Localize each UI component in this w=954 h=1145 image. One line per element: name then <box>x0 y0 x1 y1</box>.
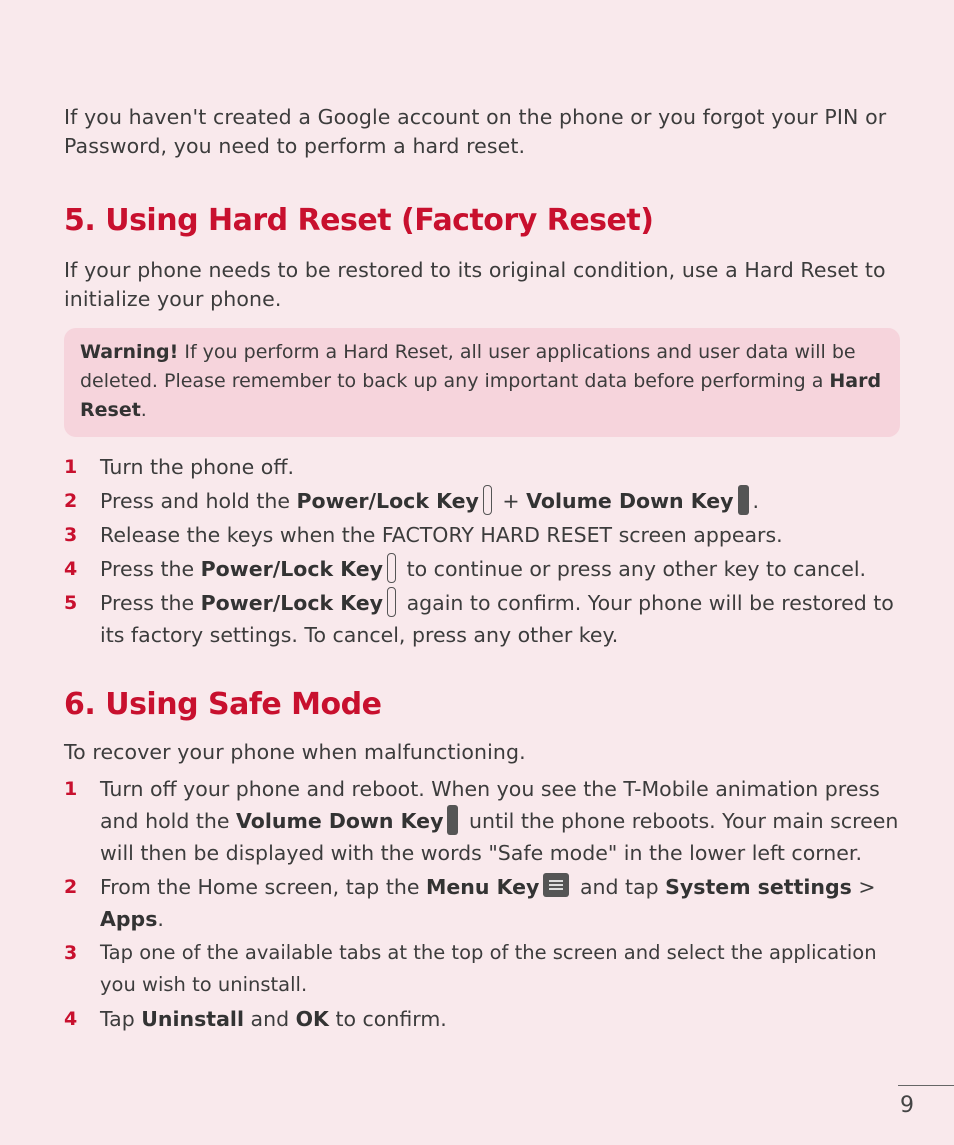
step-text-post: to continue or press any other key to cancel. <box>400 557 867 581</box>
section-6-intro: To recover your phone when malfunctioning. <box>64 740 526 764</box>
uninstall-label: Uninstall <box>141 1007 244 1031</box>
page-number-block <box>898 1085 954 1118</box>
power-lock-key-icon <box>387 553 396 583</box>
list-item <box>64 871 900 935</box>
power-lock-key-label: Power/Lock Key <box>296 489 479 513</box>
list-item <box>64 451 900 483</box>
manual-page <box>64 103 900 1037</box>
warning-bold-end: Hard Reset <box>80 370 882 421</box>
step-end: to confirm. <box>328 1007 447 1031</box>
list-item <box>64 485 900 517</box>
step-text: Press the <box>100 557 201 581</box>
menu-key-label: Menu Key <box>426 875 540 899</box>
step-text: Press and hold the <box>100 489 297 513</box>
step-number: 1 <box>64 456 78 478</box>
list-item <box>64 937 900 1001</box>
step-number: 3 <box>64 524 78 546</box>
list-item <box>64 773 900 869</box>
step-text: Turn the phone off. <box>100 455 294 479</box>
safe-mode-steps <box>64 773 900 1035</box>
step-text-mid: and <box>244 1007 296 1031</box>
step-text: Tap one of the available tabs at the top of the screen and select the application you wish to uninstall. <box>100 941 877 996</box>
step-number: 3 <box>64 942 78 964</box>
power-lock-key-label: Power/Lock Key <box>200 591 384 615</box>
step-text: Release the keys when the FACTORY HARD RESET screen appears. <box>100 523 783 547</box>
step-number: 5 <box>64 592 78 614</box>
step-number: 1 <box>64 778 78 800</box>
section-6-heading: 6. Using Safe Mode <box>64 687 382 722</box>
warning-end: . <box>140 399 147 421</box>
step-number: 2 <box>64 876 78 898</box>
volume-down-key-label: Volume Down Key <box>236 809 444 833</box>
hard-reset-steps <box>64 451 900 651</box>
list-item <box>64 1003 900 1035</box>
list-item <box>64 587 900 651</box>
warning-box <box>64 328 900 437</box>
power-lock-key-icon <box>483 485 492 515</box>
step-text: From the Home screen, tap the <box>100 875 426 899</box>
system-settings-label: System settings <box>665 875 852 899</box>
ok-label: OK <box>295 1007 329 1031</box>
apps-label: Apps <box>100 907 158 931</box>
step-text-mid: and tap <box>573 875 666 899</box>
step-number: 2 <box>64 490 78 512</box>
step-number: 4 <box>64 558 78 580</box>
list-item <box>64 519 900 551</box>
section-5-intro: If your phone needs to be restored to its original condition, use a Hard Reset to initialize your phone. <box>64 258 886 311</box>
warning-label: Warning! <box>80 341 179 363</box>
warning-text: If you perform a Hard Reset, all user applications and user data will be deleted. Please remember to back up any important data before performing a <box>80 341 856 392</box>
page-number: 9 <box>900 1093 914 1118</box>
power-lock-key-icon <box>387 587 396 617</box>
separator-text: > <box>851 875 876 899</box>
step-text: Press the <box>100 591 201 615</box>
step-text-post: again to confirm. Your phone will be restored to its factory settings. To cancel, press any other key. <box>100 591 894 647</box>
step-number: 4 <box>64 1008 78 1030</box>
volume-down-key-icon <box>447 805 458 835</box>
menu-key-icon <box>543 873 569 897</box>
intro-paragraph: If you haven't created a Google account on the phone or you forgot your PIN or Password, you need to perform a hard reset. <box>64 105 887 158</box>
step-text-post: until the phone reboots. Your main screen will then be displayed with the words "Safe mode" in the lower left corner. <box>100 809 899 865</box>
section-5-heading: 5. Using Hard Reset (Factory Reset) <box>64 203 654 238</box>
volume-down-key-label: Volume Down Key <box>526 489 734 513</box>
step-end: . <box>752 489 760 513</box>
step-text: Tap <box>100 1007 142 1031</box>
step-text: Turn off your phone and reboot. When you see the T-Mobile animation press and hold the <box>100 777 880 833</box>
volume-down-key-icon <box>738 485 749 515</box>
plus-text: + <box>495 489 527 513</box>
power-lock-key-label: Power/Lock Key <box>200 557 384 581</box>
step-end: . <box>157 907 164 931</box>
list-item <box>64 553 900 585</box>
